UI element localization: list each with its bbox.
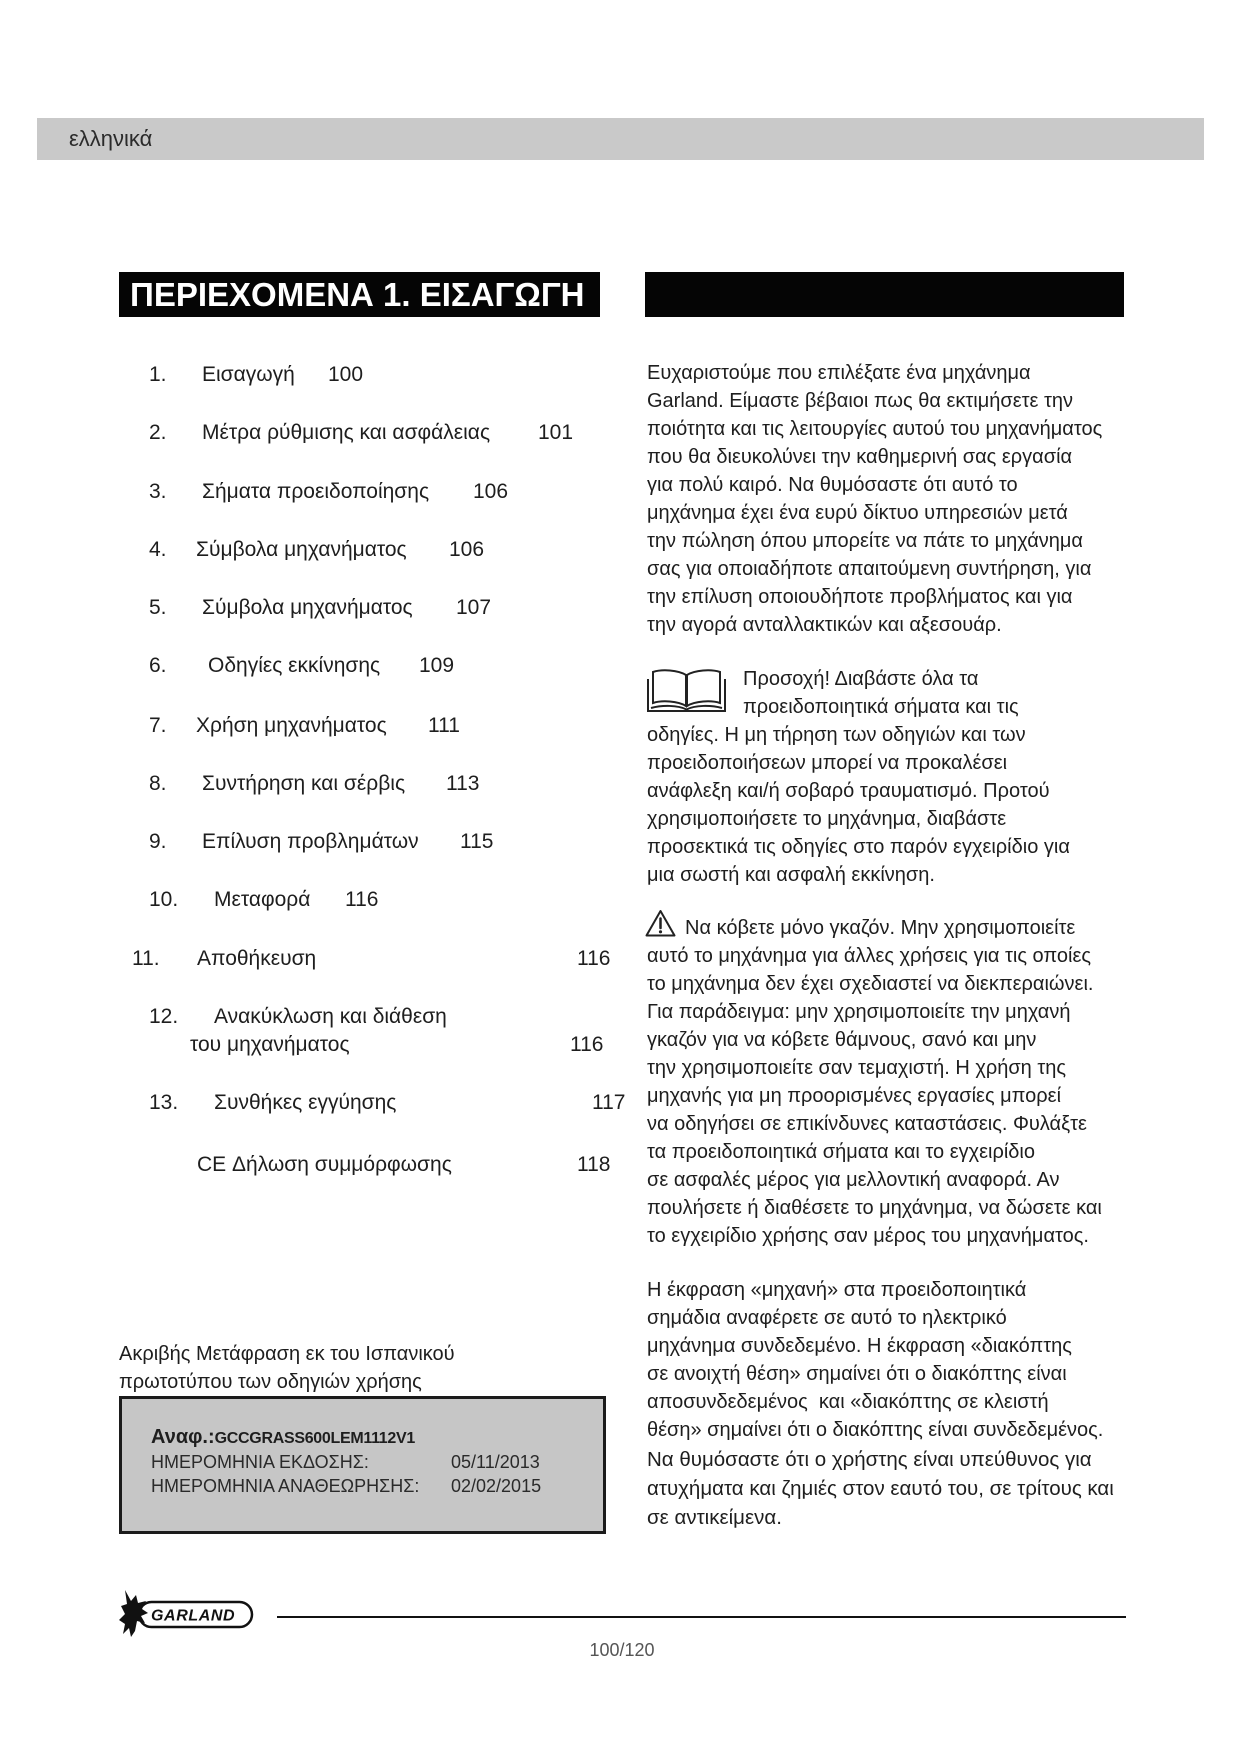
text-line: Προσοχή! Διαβάστε όλα τα bbox=[743, 668, 979, 690]
text-line: για πολύ καιρό. Να θυμόσαστε ότι αυτό το bbox=[647, 474, 1018, 496]
text-line: Ακριβής Μετάφραση εκ του Ισπανικού bbox=[119, 1343, 455, 1365]
reference-code: GCCGRASS600LEM1112V1 bbox=[214, 1430, 415, 1447]
definitions-paragraph bbox=[647, 1276, 1103, 1444]
toc-number: 3. bbox=[149, 480, 167, 503]
text-line: αποσυνδεδεμένος και «διακόπτης σε κλειστή bbox=[647, 1391, 1049, 1413]
toc-page: 116 bbox=[345, 888, 379, 911]
text-line: σε ασφαλές μέρος για μελλοντική αναφορά. Αν bbox=[647, 1169, 1060, 1191]
garland-logo bbox=[119, 1590, 255, 1637]
text-line: το εγχειρίδιο χρήσης σαν μέρος του μηχανήματος. bbox=[647, 1225, 1089, 1247]
toc-number: 4. bbox=[149, 538, 167, 561]
toc-label: Ανακύκλωση και διάθεση bbox=[214, 1005, 447, 1028]
reference-line bbox=[151, 1425, 415, 1451]
read-manual-warning bbox=[647, 665, 1070, 889]
toc-label-line2: του μηχανήματος bbox=[190, 1033, 350, 1056]
toc-page: 116 bbox=[577, 947, 611, 970]
toc-label: Μεταφορά bbox=[214, 888, 311, 911]
text-line: ποιότητα και τις λειτουργίες αυτού του μηχανήματος bbox=[647, 418, 1103, 440]
text-line: σε αντικείμενα. bbox=[647, 1506, 782, 1529]
toc-label: Σύμβολα μηχανήματος bbox=[202, 596, 413, 619]
toc-label: Αποθήκευση bbox=[197, 947, 317, 970]
toc-page: 118 bbox=[577, 1153, 611, 1176]
text-line: χρησιμοποιήσετε το μηχάνημα, διαβάστε bbox=[647, 808, 1007, 830]
revision-date: 02/02/2015 bbox=[451, 1476, 542, 1496]
text-line: πρωτοτύπου των οδηγιών χρήσης bbox=[119, 1371, 422, 1393]
text-line: προειδοποιήσεων μπορεί να προκαλέσει bbox=[647, 752, 1008, 774]
responsibility-paragraph bbox=[647, 1445, 1114, 1532]
toc-number: 13. bbox=[149, 1091, 179, 1114]
toc-number: 8. bbox=[149, 772, 167, 795]
text-line: μηχάνημα συνδεδεμένο. Η έκφραση «διακόπτης bbox=[647, 1335, 1072, 1357]
text-line: Ευχαριστούμε που επιλέξατε ένα μηχάνημα bbox=[647, 362, 1031, 384]
revision-date-label: ΗΜΕΡΟΜΗΝΙΑ ΑΝΑΘΕΩΡΗΣΗΣ: bbox=[151, 1476, 420, 1496]
text-line: Για παράδειγμα: μην χρησιμοποιείτε την μηχανή bbox=[647, 1001, 1071, 1023]
issue-date: 05/11/2013 bbox=[451, 1452, 540, 1472]
text-line: προσεκτικά τις οδηγίες στο παρόν εγχειρίδιο για bbox=[647, 836, 1070, 858]
text-line: σε ανοιχτή θέση» σημαίνει ότι ο διακόπτης είναι bbox=[647, 1363, 1067, 1385]
contents-title-box bbox=[119, 272, 600, 317]
text-line: τα προειδοποιητικά σήματα και το εγχειρίδιο bbox=[647, 1141, 1035, 1163]
text-line: που θα διευκολύνει την καθημερινή σας εργασία bbox=[647, 446, 1073, 468]
toc-number: 5. bbox=[149, 596, 167, 619]
logo-brand-text: GARLAND bbox=[151, 1607, 236, 1625]
logo-lynx-icon bbox=[119, 1590, 148, 1637]
text-line: την πώληση όπου μπορείτε να πάτε το μηχάνημα bbox=[647, 530, 1083, 552]
toc-number: 2. bbox=[149, 421, 167, 444]
toc-page: 106 bbox=[473, 480, 509, 503]
reference-label: Αναφ.: bbox=[151, 1426, 215, 1448]
page-number: 100/120 bbox=[589, 1640, 655, 1660]
toc-entry bbox=[0, 888, 1241, 912]
text-line: Garland. Είμαστε βέβαιοι πως θα εκτιμήσετε την bbox=[647, 390, 1074, 412]
toc-page: 113 bbox=[446, 772, 480, 795]
toc-label: Οδηγίες εκκίνησης bbox=[208, 654, 381, 677]
toc-label: Συντήρηση και σέρβις bbox=[202, 772, 406, 795]
toc-label: CE Δήλωση συμμόρφωσης bbox=[197, 1153, 452, 1176]
intro-title-box bbox=[645, 272, 1124, 317]
text-line: αυτό το μηχάνημα για άλλες χρήσεις για τις οποίες bbox=[647, 945, 1092, 967]
toc-label: Εισαγωγή bbox=[202, 363, 295, 386]
toc-number: 1. bbox=[149, 363, 167, 386]
contents-title: ΠΕΡΙΕΧΟΜΕΝΑ 1. ΕΙΣΑΓΩΓΗ bbox=[130, 276, 585, 313]
text-line: μια σωστή και ασφαλή εκκίνηση. bbox=[647, 864, 935, 886]
toc-page: 111 bbox=[428, 714, 460, 737]
text-line: Να θυμόσαστε ότι ο χρήστης είναι υπεύθυνος για bbox=[647, 1448, 1092, 1471]
language-header-bar bbox=[37, 118, 1204, 160]
toc-number: 12. bbox=[149, 1005, 179, 1028]
text-line: σας για οποιαδήποτε απαιτούμενη συντήρηση, για bbox=[647, 558, 1092, 580]
toc-number: 7. bbox=[149, 714, 167, 737]
text-line: σημάδια αναφέρετε σε αυτό το ηλεκτρικό bbox=[647, 1307, 1007, 1329]
text-line: να οδηγήσει σε επικίνδυνες καταστάσεις. Φυλάξτε bbox=[647, 1113, 1087, 1135]
issue-date-label: ΗΜΕΡΟΜΗΝΙΑ ΕΚΔΟΣΗΣ: bbox=[151, 1452, 369, 1472]
toc-label: Σύμβολα μηχανήματος bbox=[196, 538, 407, 561]
toc-page: 106 bbox=[449, 538, 485, 561]
toc-number: 9. bbox=[149, 830, 167, 853]
toc-label: Συνθήκες εγγύησης bbox=[214, 1091, 397, 1114]
text-line: οδηγίες. Η μη τήρηση των οδηγιών και των bbox=[647, 724, 1026, 746]
text-line: Η έκφραση «μηχανή» στα προειδοποιητικά bbox=[647, 1279, 1027, 1301]
toc-number: 11. bbox=[132, 947, 160, 970]
toc-number: 10. bbox=[149, 888, 179, 911]
intro-paragraph bbox=[647, 359, 1102, 639]
text-line: μηχανής για μη προορισμένες εργασίες μπορεί bbox=[647, 1085, 1062, 1107]
text-line: γκαζόν για να κόβετε θάμνους, σανό και μην bbox=[647, 1029, 1037, 1051]
toc-number: 6. bbox=[149, 654, 167, 677]
translation-note bbox=[119, 1340, 455, 1396]
text-line: θέση» σημαίνει ότι ο διακόπτης είναι συνδεδεμένος. bbox=[647, 1419, 1104, 1441]
toc-label: Μέτρα ρύθμισης και ασφάλειας bbox=[202, 421, 491, 444]
text-line: πουλήσετε ή διαθέσετε το μηχάνημα, να δώσετε και bbox=[647, 1197, 1102, 1219]
text-line: την επίλυση οποιουδήποτε προβλήματος και για bbox=[647, 586, 1073, 608]
footer-divider bbox=[277, 1616, 1126, 1618]
text-line: την αγορά ανταλλακτικών και αξεσουάρ. bbox=[647, 614, 1002, 636]
toc-label: Χρήση μηχανήματος bbox=[196, 714, 387, 737]
toc-label: Επίλυση προβλημάτων bbox=[202, 830, 419, 853]
text-line: ατυχήματα και ζημιές στον εαυτό του, σε τρίτους και bbox=[647, 1477, 1114, 1500]
toc-page: 100 bbox=[328, 363, 364, 386]
toc-page: 117 bbox=[592, 1091, 626, 1114]
text-line: το μηχάνημα δεν έχει σχεδιαστεί να διεκπεραιώνει. bbox=[647, 973, 1094, 995]
toc-page: 107 bbox=[456, 596, 492, 619]
toc-page: 116 bbox=[570, 1033, 604, 1056]
text-line: προειδοποιητικά σήματα και τις bbox=[743, 696, 1019, 718]
usage-warning bbox=[647, 914, 1102, 1250]
text-line: μηχάνημα έχει ένα ευρύ δίκτυο υπηρεσιών μετά bbox=[647, 502, 1068, 524]
text-line: Να κόβετε μόνο γκαζόν. Μην χρησιμοποιείτε bbox=[685, 917, 1076, 939]
language-label: ελληνικά bbox=[69, 126, 153, 151]
text-line: την χρησιμοποιείτε σαν τεμαχιστή. Η χρήση της bbox=[647, 1057, 1067, 1079]
toc-page: 101 bbox=[538, 421, 574, 444]
text-line: ανάφλεξη και/ή σοβαρό τραυματισμό. Προτού bbox=[647, 780, 1050, 802]
toc-page: 115 bbox=[460, 830, 494, 853]
toc-label: Σήματα προειδοποίησης bbox=[202, 480, 430, 503]
reference-box bbox=[119, 1396, 606, 1534]
toc-page: 109 bbox=[419, 654, 455, 677]
